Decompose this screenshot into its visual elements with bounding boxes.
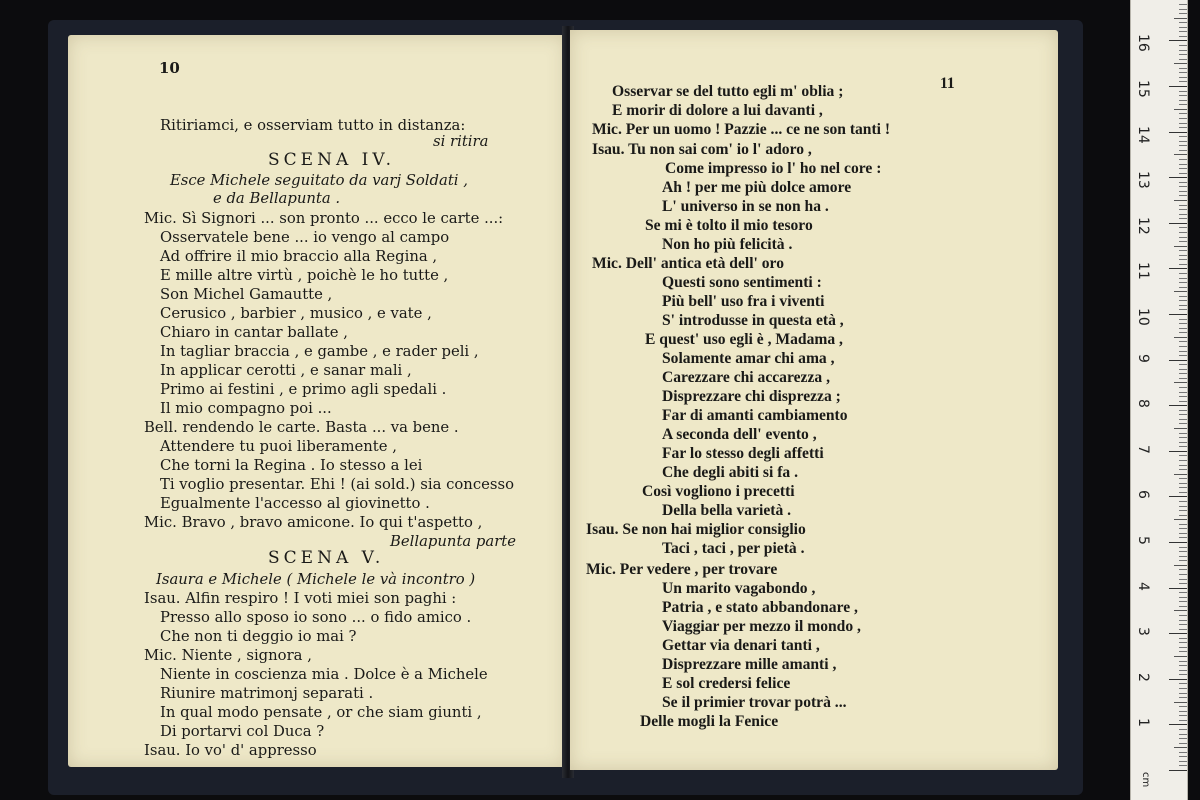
ruler-tick: [1179, 182, 1187, 183]
text-line: Osservar se del tutto egli m' oblia ;: [612, 83, 844, 100]
ruler-tick: [1179, 127, 1187, 128]
ruler-tick: [1179, 209, 1187, 210]
ruler-tick: [1179, 36, 1187, 37]
ruler-tick: [1179, 214, 1187, 215]
ruler-tick: [1179, 756, 1187, 757]
ruler-tick: [1179, 341, 1187, 342]
ruler-tick: [1179, 328, 1187, 329]
ruler-number: 16: [1135, 34, 1151, 53]
ruler-tick: [1169, 542, 1187, 543]
text-line: Disprezzare mille amanti ,: [662, 656, 837, 673]
ruler-tick: [1179, 423, 1187, 424]
ruler-tick: [1179, 273, 1187, 274]
ruler-tick: [1179, 478, 1187, 479]
ruler-tick: [1179, 711, 1187, 712]
ruler-number: 6: [1135, 490, 1151, 500]
ruler-tick: [1169, 724, 1187, 725]
ruler-tick: [1179, 442, 1187, 443]
ruler-tick: [1174, 200, 1187, 201]
text-line: Isau. Se non hai miglior consiglio: [586, 521, 806, 538]
ruler-number: 4: [1135, 581, 1151, 591]
text-line: Delle mogli la Fenice: [640, 713, 779, 730]
ruler-tick: [1179, 392, 1187, 393]
ruler-number: 2: [1135, 672, 1151, 682]
ruler-tick: [1179, 715, 1187, 716]
ruler-tick: [1179, 50, 1187, 51]
text-line: S' introdusse in questa età ,: [662, 312, 844, 329]
left-page: [68, 35, 566, 767]
text-line: Taci , taci , per pietà .: [662, 540, 805, 557]
ruler-tick: [1179, 414, 1187, 415]
ruler-tick: [1179, 683, 1187, 684]
ruler-tick: [1179, 159, 1187, 160]
scene-heading: SCENA IV.: [268, 150, 396, 170]
ruler-number: 5: [1135, 536, 1151, 545]
ruler-tick: [1179, 332, 1187, 333]
ruler-tick: [1179, 665, 1187, 666]
ruler-tick: [1179, 597, 1187, 598]
ruler-tick: [1174, 702, 1187, 703]
text-line: L' universo in se non ha .: [662, 198, 829, 215]
ruler-tick: [1179, 81, 1187, 82]
measuring-ruler: [1130, 0, 1188, 800]
text-line: Mic. Dell' antica età dell' oro: [592, 255, 784, 272]
ruler-tick: [1169, 588, 1187, 589]
text-line: E mille altre virtù , poichè le ho tutte ,: [160, 267, 449, 284]
text-line: Ti voglio presentar. Ehi ! (ai sold.) sia concesso: [160, 476, 514, 493]
ruler-number: 13: [1135, 171, 1151, 190]
ruler-tick: [1169, 633, 1187, 634]
text-line: Mic. Sì Signori ... son pronto ... ecco le carte ...:: [144, 210, 504, 227]
ruler-tick: [1174, 474, 1187, 475]
text-line: Osservatele bene ... io vengo al campo: [160, 229, 450, 246]
ruler-tick: [1179, 186, 1187, 187]
ruler-tick: [1179, 419, 1187, 420]
ruler-tick: [1179, 369, 1187, 370]
ruler-tick: [1179, 355, 1187, 356]
ruler-tick: [1179, 492, 1187, 493]
text-line: Disprezzare chi disprezza ;: [662, 388, 841, 405]
text-line: Ad offrire il mio braccio alla Regina ,: [160, 248, 438, 265]
ruler-number: 10: [1135, 308, 1151, 326]
ruler-tick: [1179, 560, 1187, 561]
ruler-tick: [1179, 501, 1187, 502]
ruler-number: 1: [1135, 718, 1151, 728]
ruler-tick: [1179, 218, 1187, 219]
text-line: Mic. Per vedere , per trovare: [586, 561, 778, 578]
ruler-tick: [1179, 22, 1187, 23]
text-line: Patria , e stato abbandonare ,: [662, 599, 858, 616]
page-number: 10: [159, 59, 180, 77]
ruler-tick: [1179, 528, 1187, 529]
ruler-tick: [1179, 729, 1187, 730]
ruler-tick: [1179, 77, 1187, 78]
text-line: Bell. rendendo le carte. Basta ... va bene .: [144, 419, 459, 436]
ruler-tick: [1169, 268, 1187, 269]
ruler-tick: [1179, 136, 1187, 137]
ruler-tick: [1179, 100, 1187, 101]
text-line: Di portarvi col Duca ?: [160, 723, 325, 740]
ruler-tick: [1179, 697, 1187, 698]
ruler-number: 3: [1135, 627, 1151, 637]
ruler-tick: [1169, 223, 1187, 224]
ruler-tick: [1179, 104, 1187, 105]
ruler-tick: [1179, 118, 1187, 119]
ruler-tick: [1179, 734, 1187, 735]
text-line: Presso allo sposo io sono ... o fido amico .: [160, 609, 472, 626]
ruler-tick: [1174, 656, 1187, 657]
ruler-tick: [1179, 515, 1187, 516]
text-line: Ritiriamci, e osserviam tutto in distanza:: [160, 117, 466, 134]
text-line: Far di amanti cambiamento: [662, 407, 848, 424]
ruler-tick: [1179, 191, 1187, 192]
text-line: Mic. Bravo , bravo amicone. Io qui t'aspetto ,: [144, 514, 483, 531]
ruler-tick: [1179, 378, 1187, 379]
ruler-tick: [1179, 706, 1187, 707]
ruler-tick: [1174, 63, 1187, 64]
text-line: Egualmente l'accesso al giovinetto .: [160, 495, 430, 512]
text-line: Attendere tu puoi liberamente ,: [160, 438, 397, 455]
ruler-tick: [1179, 469, 1187, 470]
ruler-tick: [1179, 319, 1187, 320]
ruler-tick: [1179, 346, 1187, 347]
ruler-tick: [1179, 592, 1187, 593]
ruler-tick: [1179, 141, 1187, 142]
ruler-tick: [1179, 264, 1187, 265]
text-line: Che torni la Regina . Io stesso a lei: [160, 457, 423, 474]
ruler-tick: [1174, 109, 1187, 110]
ruler-tick: [1179, 674, 1187, 675]
ruler-tick: [1179, 661, 1187, 662]
ruler-tick: [1169, 405, 1187, 406]
ruler-tick: [1179, 401, 1187, 402]
ruler-tick: [1179, 537, 1187, 538]
text-line: Isau. Alfin respiro ! I voti miei son paghi :: [144, 590, 457, 607]
ruler-tick: [1179, 738, 1187, 739]
text-line: Bellapunta parte: [390, 533, 516, 550]
ruler-tick: [1179, 300, 1187, 301]
ruler-tick: [1179, 651, 1187, 652]
ruler-tick: [1179, 68, 1187, 69]
text-line: A seconda dell' evento ,: [662, 426, 817, 443]
ruler-tick: [1179, 624, 1187, 625]
ruler-tick: [1179, 551, 1187, 552]
ruler-tick: [1179, 510, 1187, 511]
text-line: Far lo stesso degli affetti: [662, 445, 824, 462]
text-line: E quest' uso egli è , Madama ,: [645, 331, 843, 348]
ruler-tick: [1179, 720, 1187, 721]
text-line: Della bella varietà .: [662, 502, 792, 519]
text-line: Il mio compagno poi ...: [160, 400, 332, 417]
ruler-number: 7: [1135, 444, 1151, 454]
text-line: Viaggiar per mezzo il mondo ,: [662, 618, 861, 635]
ruler-tick: [1169, 679, 1187, 680]
ruler-tick: [1179, 743, 1187, 744]
text-line: Se mi è tolto il mio tesoro: [645, 217, 813, 234]
ruler-tick: [1179, 670, 1187, 671]
ruler-tick: [1179, 693, 1187, 694]
ruler-tick: [1179, 255, 1187, 256]
text-line: Carezzare chi accarezza ,: [662, 369, 830, 386]
text-line: E sol credersi felice: [662, 675, 791, 692]
text-line: Cerusico , barbier , musico , e vate ,: [160, 305, 432, 322]
ruler-tick: [1179, 72, 1187, 73]
ruler-tick: [1169, 177, 1187, 178]
ruler-tick: [1179, 629, 1187, 630]
ruler-tick: [1179, 574, 1187, 575]
ruler-tick: [1174, 519, 1187, 520]
ruler-tick: [1179, 195, 1187, 196]
ruler-tick: [1179, 309, 1187, 310]
text-line: Isaura e Michele ( Michele le và incontro ): [156, 571, 476, 588]
ruler-tick: [1169, 770, 1187, 771]
ruler-tick: [1179, 9, 1187, 10]
ruler-tick: [1179, 27, 1187, 28]
ruler-tick: [1179, 54, 1187, 55]
page-number: 11: [940, 75, 955, 92]
ruler-tick: [1169, 40, 1187, 41]
ruler-tick: [1179, 688, 1187, 689]
ruler-tick: [1179, 113, 1187, 114]
text-line: Che non ti deggio io mai ?: [160, 628, 357, 645]
ruler-tick: [1179, 606, 1187, 607]
ruler-tick: [1179, 765, 1187, 766]
ruler-tick: [1179, 446, 1187, 447]
ruler-tick: [1179, 460, 1187, 461]
ruler-number: 8: [1135, 399, 1151, 409]
text-line: Mic. Per un uomo ! Pazzie ... ce ne son tanti !: [592, 121, 891, 138]
ruler-tick: [1179, 433, 1187, 434]
ruler-tick: [1179, 524, 1187, 525]
text-line: Questi sono sentimenti :: [662, 274, 822, 291]
text-line: In qual modo pensate , or che siam giunti ,: [160, 704, 482, 721]
ruler-number: 11: [1135, 262, 1151, 281]
ruler-tick: [1174, 154, 1187, 155]
ruler-tick: [1179, 761, 1187, 762]
ruler-tick: [1179, 227, 1187, 228]
ruler-tick: [1179, 396, 1187, 397]
ruler-tick: [1179, 232, 1187, 233]
ruler-tick: [1169, 86, 1187, 87]
text-line: Solamente amar chi ama ,: [662, 350, 835, 367]
text-line: Primo ai festini , e primo agli spedali .: [160, 381, 447, 398]
ruler-tick: [1179, 250, 1187, 251]
ruler-tick: [1169, 451, 1187, 452]
ruler-tick: [1179, 583, 1187, 584]
ruler-number: 12: [1135, 216, 1151, 235]
ruler-tick: [1179, 638, 1187, 639]
text-line: In tagliar braccia , e gambe , e rader peli ,: [160, 343, 479, 360]
ruler-tick: [1179, 296, 1187, 297]
ruler-tick: [1179, 95, 1187, 96]
ruler-tick: [1179, 364, 1187, 365]
text-line: Esce Michele seguitato da varj Soldati ,: [170, 172, 468, 189]
ruler-tick: [1174, 747, 1187, 748]
ruler-tick: [1179, 373, 1187, 374]
ruler-tick: [1179, 437, 1187, 438]
text-line: Un marito vagabondo ,: [662, 580, 816, 597]
ruler-tick: [1179, 620, 1187, 621]
text-line: Non ho più felicità .: [662, 236, 793, 253]
ruler-tick: [1179, 173, 1187, 174]
ruler-tick: [1174, 337, 1187, 338]
text-line: e da Bellapunta .: [213, 190, 341, 207]
ruler-tick: [1169, 132, 1187, 133]
ruler-tick: [1179, 145, 1187, 146]
ruler-tick: [1174, 382, 1187, 383]
text-line: Ah ! per me più dolce amore: [662, 179, 852, 196]
text-line: Più bell' uso fra i viventi: [662, 293, 825, 310]
ruler-tick: [1179, 59, 1187, 60]
text-line: Riunire matrimonj separati .: [160, 685, 374, 702]
ruler-tick: [1179, 647, 1187, 648]
ruler-tick: [1179, 483, 1187, 484]
ruler-tick: [1179, 4, 1187, 5]
ruler-tick: [1174, 246, 1187, 247]
ruler-tick: [1174, 18, 1187, 19]
ruler-tick: [1179, 259, 1187, 260]
ruler-tick: [1179, 601, 1187, 602]
text-line: si ritira: [433, 133, 489, 150]
ruler-tick: [1179, 164, 1187, 165]
ruler-tick: [1179, 556, 1187, 557]
text-line: Isau. Tu non sai com' io l' adoro ,: [592, 141, 812, 158]
ruler-tick: [1179, 237, 1187, 238]
ruler-tick: [1174, 291, 1187, 292]
text-line: Niente in coscienza mia . Dolce è a Michele: [160, 666, 488, 683]
ruler-tick: [1179, 323, 1187, 324]
scene-heading: SCENA V.: [268, 548, 385, 568]
text-line: Son Michel Gamautte ,: [160, 286, 333, 303]
ruler-tick: [1174, 565, 1187, 566]
ruler-tick: [1179, 410, 1187, 411]
ruler-tick: [1179, 31, 1187, 32]
text-line: E morir di dolore a lui davanti ,: [612, 102, 823, 119]
ruler-tick: [1179, 615, 1187, 616]
ruler-unit-label: cm: [1140, 772, 1151, 788]
text-line: Isau. Io vo' d' appresso: [144, 742, 317, 759]
ruler-tick: [1179, 91, 1187, 92]
ruler-tick: [1179, 241, 1187, 242]
ruler-number: 15: [1135, 80, 1151, 98]
ruler-number: 9: [1135, 353, 1151, 363]
ruler-tick: [1179, 569, 1187, 570]
text-line: Se il primier trovar potrà ...: [662, 694, 847, 711]
ruler-tick: [1179, 487, 1187, 488]
ruler-tick: [1174, 610, 1187, 611]
ruler-tick: [1169, 314, 1187, 315]
ruler-tick: [1179, 351, 1187, 352]
ruler-number: 14: [1135, 125, 1151, 144]
text-line: Chiaro in cantar ballate ,: [160, 324, 348, 341]
ruler-tick: [1179, 13, 1187, 14]
right-page: [570, 30, 1058, 770]
ruler-tick: [1179, 205, 1187, 206]
ruler-tick: [1179, 533, 1187, 534]
text-line: Come impresso io l' ho nel core :: [665, 160, 882, 177]
ruler-tick: [1179, 387, 1187, 388]
text-line: Gettar via denari tanti ,: [662, 637, 820, 654]
ruler-tick: [1179, 579, 1187, 580]
ruler-tick: [1179, 287, 1187, 288]
ruler-tick: [1169, 496, 1187, 497]
ruler-tick: [1174, 428, 1187, 429]
ruler-tick: [1179, 506, 1187, 507]
ruler-tick: [1179, 455, 1187, 456]
ruler-tick: [1179, 123, 1187, 124]
ruler-tick: [1179, 752, 1187, 753]
text-line: Così vogliono i precetti: [642, 483, 795, 500]
ruler-tick: [1179, 168, 1187, 169]
ruler-tick: [1179, 150, 1187, 151]
ruler-tick: [1179, 305, 1187, 306]
ruler-tick: [1179, 642, 1187, 643]
ruler-tick: [1179, 282, 1187, 283]
ruler-tick: [1179, 547, 1187, 548]
ruler-tick: [1179, 45, 1187, 46]
ruler-tick: [1179, 465, 1187, 466]
ruler-tick: [1179, 278, 1187, 279]
text-line: Che degli abiti si fa .: [662, 464, 799, 481]
ruler-tick: [1169, 360, 1187, 361]
text-line: In applicar cerotti , e sanar mali ,: [160, 362, 412, 379]
text-line: Mic. Niente , signora ,: [144, 647, 312, 664]
